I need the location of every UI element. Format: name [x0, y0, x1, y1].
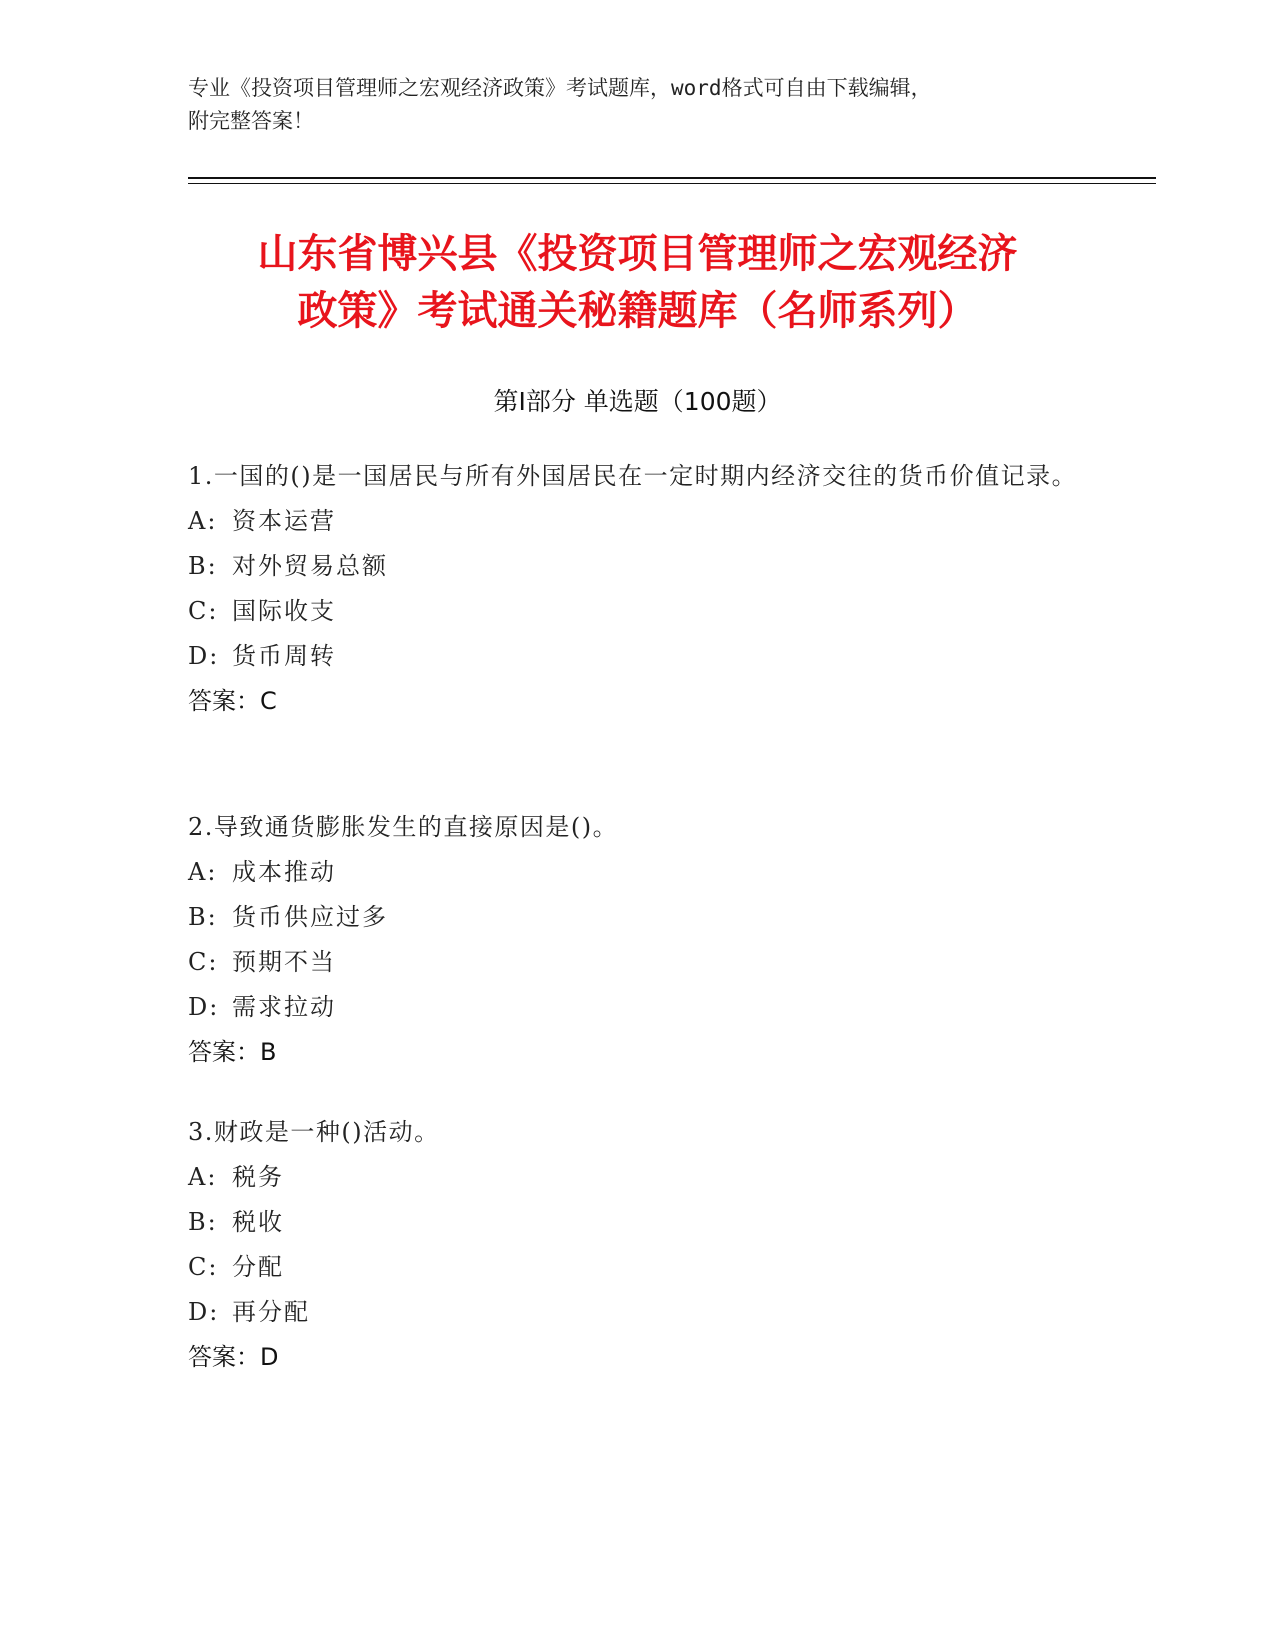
option-a — [188, 499, 1088, 544]
option-letter: D: — [188, 1298, 220, 1326]
option-a — [188, 1155, 1088, 1200]
header-note-line-1: 专业《投资项目管理师之宏观经济政策》考试题库，word格式可自由下载编辑， — [188, 76, 932, 100]
option-letter: D: — [188, 642, 220, 670]
option-text: 需求拉动 — [232, 993, 336, 1021]
document-title — [150, 226, 1125, 340]
option-b — [188, 895, 1088, 940]
option-c — [188, 589, 1088, 634]
option-text: 资本运营 — [232, 507, 336, 535]
option-text: 货币供应过多 — [232, 903, 388, 931]
option-letter: B: — [188, 1208, 218, 1236]
option-c — [188, 940, 1088, 985]
option-text: 分配 — [232, 1253, 284, 1281]
option-letter: A: — [188, 1163, 218, 1191]
option-d — [188, 985, 1088, 1030]
option-text: 国际收支 — [232, 597, 336, 625]
question-stem: 2.导致通货膨胀发生的直接原因是()。 — [188, 813, 619, 841]
option-text: 对外贸易总额 — [232, 552, 388, 580]
option-letter: B: — [188, 552, 218, 580]
option-letter: A: — [188, 858, 218, 886]
question-1 — [188, 454, 1088, 724]
option-d — [188, 1290, 1088, 1335]
section-heading: 第Ⅰ部分 单选题（100题） — [493, 387, 782, 416]
option-letter: B: — [188, 903, 218, 931]
header-divider-thick — [188, 177, 1156, 179]
option-b — [188, 1200, 1088, 1245]
option-letter: A: — [188, 507, 218, 535]
option-c — [188, 1245, 1088, 1290]
header-note — [188, 72, 1068, 138]
option-letter: C: — [188, 948, 219, 976]
document-title-line-2: 政策》考试通关秘籍题库（名师系列） — [297, 288, 978, 334]
question-stem: 3.财政是一种()活动。 — [188, 1118, 440, 1146]
option-letter: D: — [188, 993, 220, 1021]
option-text: 成本推动 — [232, 858, 336, 886]
option-text: 再分配 — [232, 1298, 310, 1326]
option-letter: C: — [188, 1253, 219, 1281]
question-3 — [188, 1110, 1088, 1380]
answer-line: 答案：D — [188, 1343, 279, 1371]
option-text: 税务 — [232, 1163, 284, 1191]
option-text: 预期不当 — [232, 948, 336, 976]
answer-line: 答案：C — [188, 687, 277, 715]
header-note-line-2: 附完整答案！ — [188, 109, 314, 133]
document-title-line-1: 山东省博兴县《投资项目管理师之宏观经济 — [257, 231, 1018, 277]
option-a — [188, 850, 1088, 895]
question-2 — [188, 805, 1088, 1075]
option-letter: C: — [188, 597, 219, 625]
question-stem: 1.一国的()是一国居民与所有外国居民在一定时期内经济交往的货币价值记录。 — [188, 462, 1078, 490]
option-text: 税收 — [232, 1208, 284, 1236]
option-d — [188, 634, 1088, 679]
option-text: 货币周转 — [232, 642, 336, 670]
answer-line: 答案：B — [188, 1038, 277, 1066]
option-b — [188, 544, 1088, 589]
header-divider-thin — [188, 183, 1156, 184]
